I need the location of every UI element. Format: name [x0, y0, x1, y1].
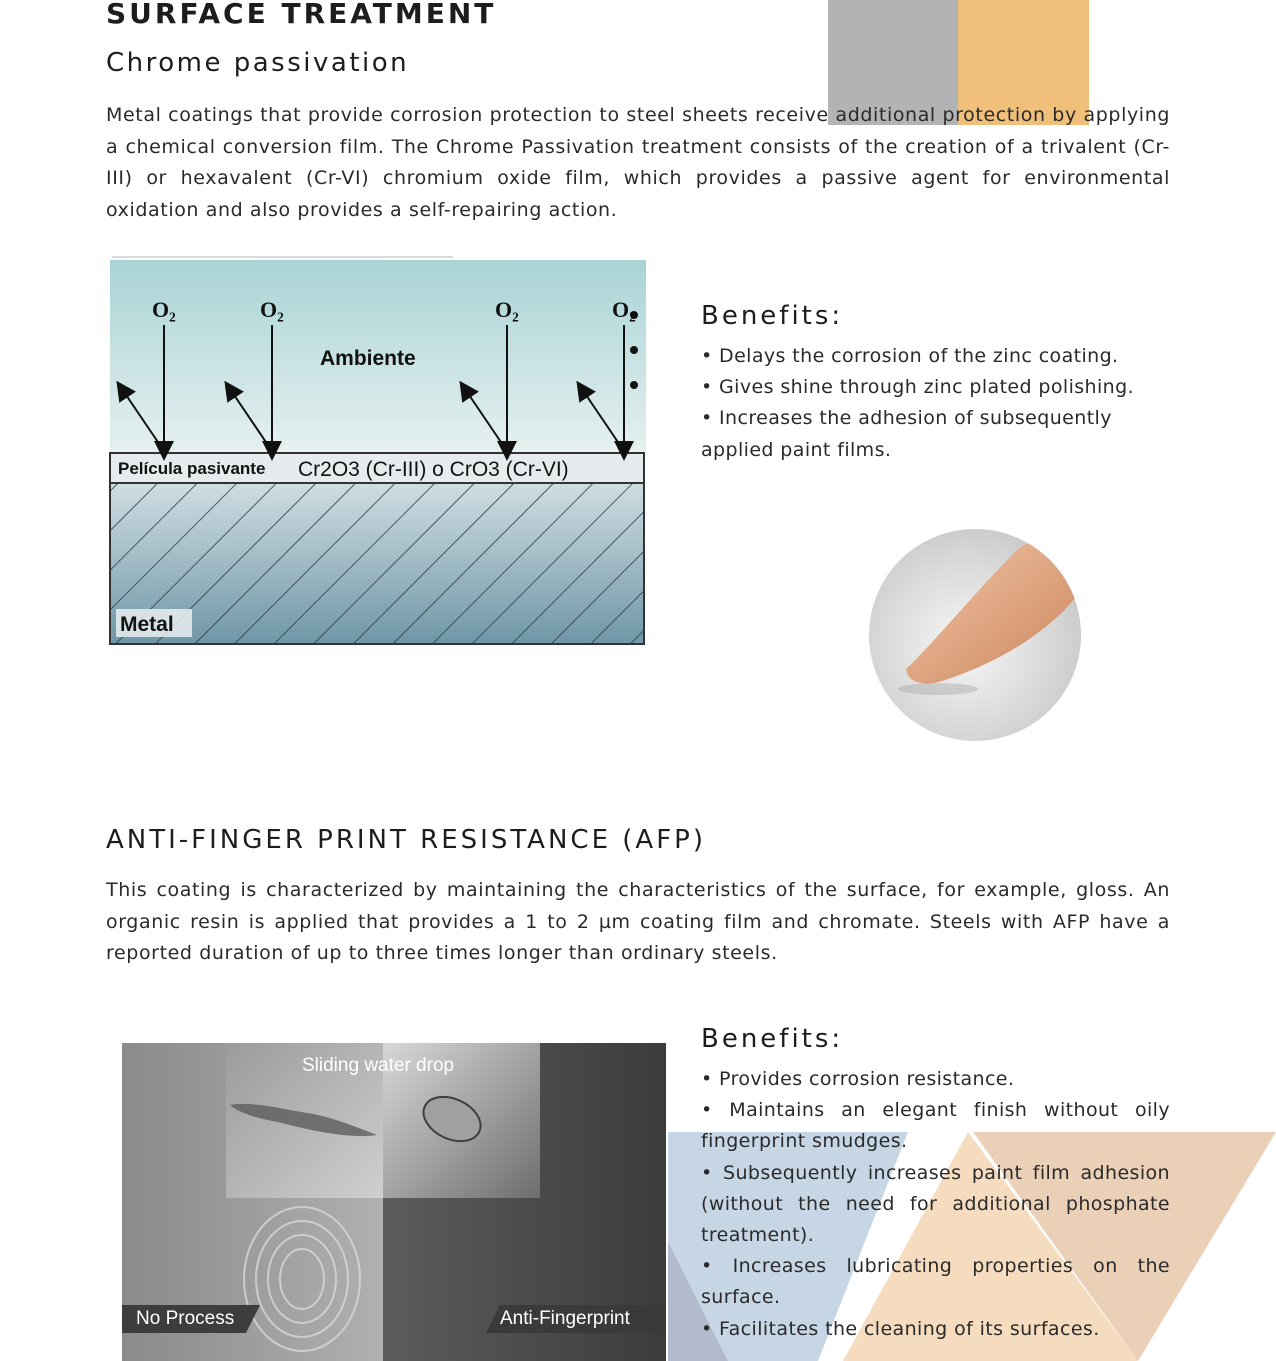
metal-label: Metal	[120, 613, 174, 636]
benefit-item: • Increases lubricating properties on the surface.	[701, 1255, 1170, 1309]
film-label: Película pasivante	[118, 459, 266, 478]
benefit-item: • Increases the adhesion of subsequently applied paint films.	[701, 407, 1112, 461]
chrome-paragraph: Metal coatings that provide corrosion protection to steel sheets receive additional protection by applying a chemical conversion film. The Chrome Passivation treatment consists of the creation of a trivalent (Cr-III) or hexavalent (Cr-VI) chromium oxide film, which provides a passive agent for environmental oxidation and also provides a self-repairing action.	[106, 104, 1170, 221]
afp-title: ANTI-FINGER PRINT RESISTANCE (AFP)	[106, 825, 706, 855]
dot-3	[630, 381, 638, 389]
afp-paragraph: This coating is characterized by maintaining the characteristics of the surface, for example, gloss. An organic resin is applied that provides a 1 to 2 µm coating film and chromate. Steels with AFP have a reported duration of up to three times longer than ordinary steels.	[106, 879, 1170, 964]
afp-photo	[122, 1043, 666, 1361]
page-title: SURFACE TREATMENT	[106, 0, 497, 30]
photo-top-label: Sliding water drop	[302, 1055, 455, 1076]
photo-left-label: No Process	[136, 1308, 235, 1329]
film-formula: Cr2O3 (Cr-III) o CrO3 (Cr-VI)	[298, 458, 569, 481]
o2-label-3: O₂	[495, 297, 519, 322]
benefit-item: • Maintains an elegant finish without oily fingerprint smudges.	[701, 1099, 1170, 1153]
finger-illustration	[868, 529, 1082, 741]
dot-2	[630, 346, 638, 354]
photo-right-label: Anti-Fingerprint	[500, 1308, 630, 1329]
o2-label-2: O₂	[260, 297, 284, 322]
benefit-item: • Provides corrosion resistance.	[701, 1068, 1015, 1090]
benefit-item: • Subsequently increases paint film adhesion (without the need for additional phosphate treatment).	[701, 1161, 1170, 1247]
benefits-list-2	[701, 1064, 1170, 1345]
benefits-title-2: Benefits:	[701, 1024, 844, 1054]
benefits-title-1: Benefits:	[701, 301, 844, 331]
passivation-diagram	[108, 255, 648, 647]
o2-label-1: O₂	[152, 297, 176, 322]
benefit-item: • Gives shine through zinc plated polishing.	[701, 376, 1135, 399]
section-subtitle: Chrome passivation	[106, 48, 410, 78]
ambient-label: Ambiente	[320, 347, 416, 370]
benefits-list-1	[701, 341, 1151, 466]
o2-label-4: O₂	[612, 297, 636, 322]
benefit-item: • Delays the corrosion of the zinc coating.	[701, 345, 1119, 367]
benefit-item: • Facilitates the cleaning of its surfaces.	[701, 1317, 1100, 1340]
